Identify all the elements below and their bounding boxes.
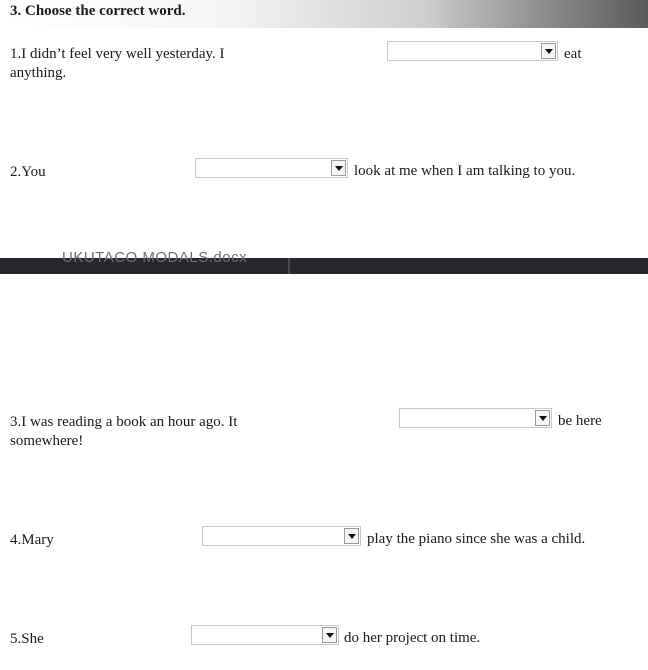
question-5-text: 5.She	[10, 631, 44, 647]
taskbar-strip	[0, 249, 648, 274]
question-1-text: 1.I didn’t feel very well yesterday. I anything.	[10, 46, 225, 81]
question-2-after-text: look at me when I am talking to you.	[354, 163, 576, 179]
question-5-select[interactable]	[191, 625, 339, 645]
chevron-down-icon[interactable]	[541, 43, 556, 59]
exercise-title: 3. Choose the correct word.	[10, 3, 186, 19]
question-1-after-text: eat	[564, 46, 582, 62]
question-4-text: 4.Mary	[10, 532, 54, 548]
taskbar-filename: UKUTACO MODALS.docx	[62, 249, 248, 266]
question-2-select[interactable]	[195, 158, 348, 178]
question-3-select[interactable]	[399, 408, 552, 428]
question-5-after-text: do her project on time.	[344, 630, 481, 646]
taskbar-divider	[288, 258, 290, 274]
question-4-select[interactable]	[202, 526, 361, 546]
question-2-text: 2.You	[10, 164, 46, 180]
chevron-down-icon[interactable]	[322, 627, 337, 643]
chevron-down-icon[interactable]	[331, 160, 346, 176]
question-4-after-text: play the piano since she was a child.	[367, 531, 586, 547]
question-3-text: 3.I was reading a book an hour ago. It somewhere!	[10, 414, 238, 449]
question-3-after-text: be here	[558, 413, 602, 429]
question-1-select[interactable]	[387, 41, 558, 61]
chevron-down-icon[interactable]	[344, 528, 359, 544]
chevron-down-icon[interactable]	[535, 410, 550, 426]
header-bar	[0, 0, 648, 28]
